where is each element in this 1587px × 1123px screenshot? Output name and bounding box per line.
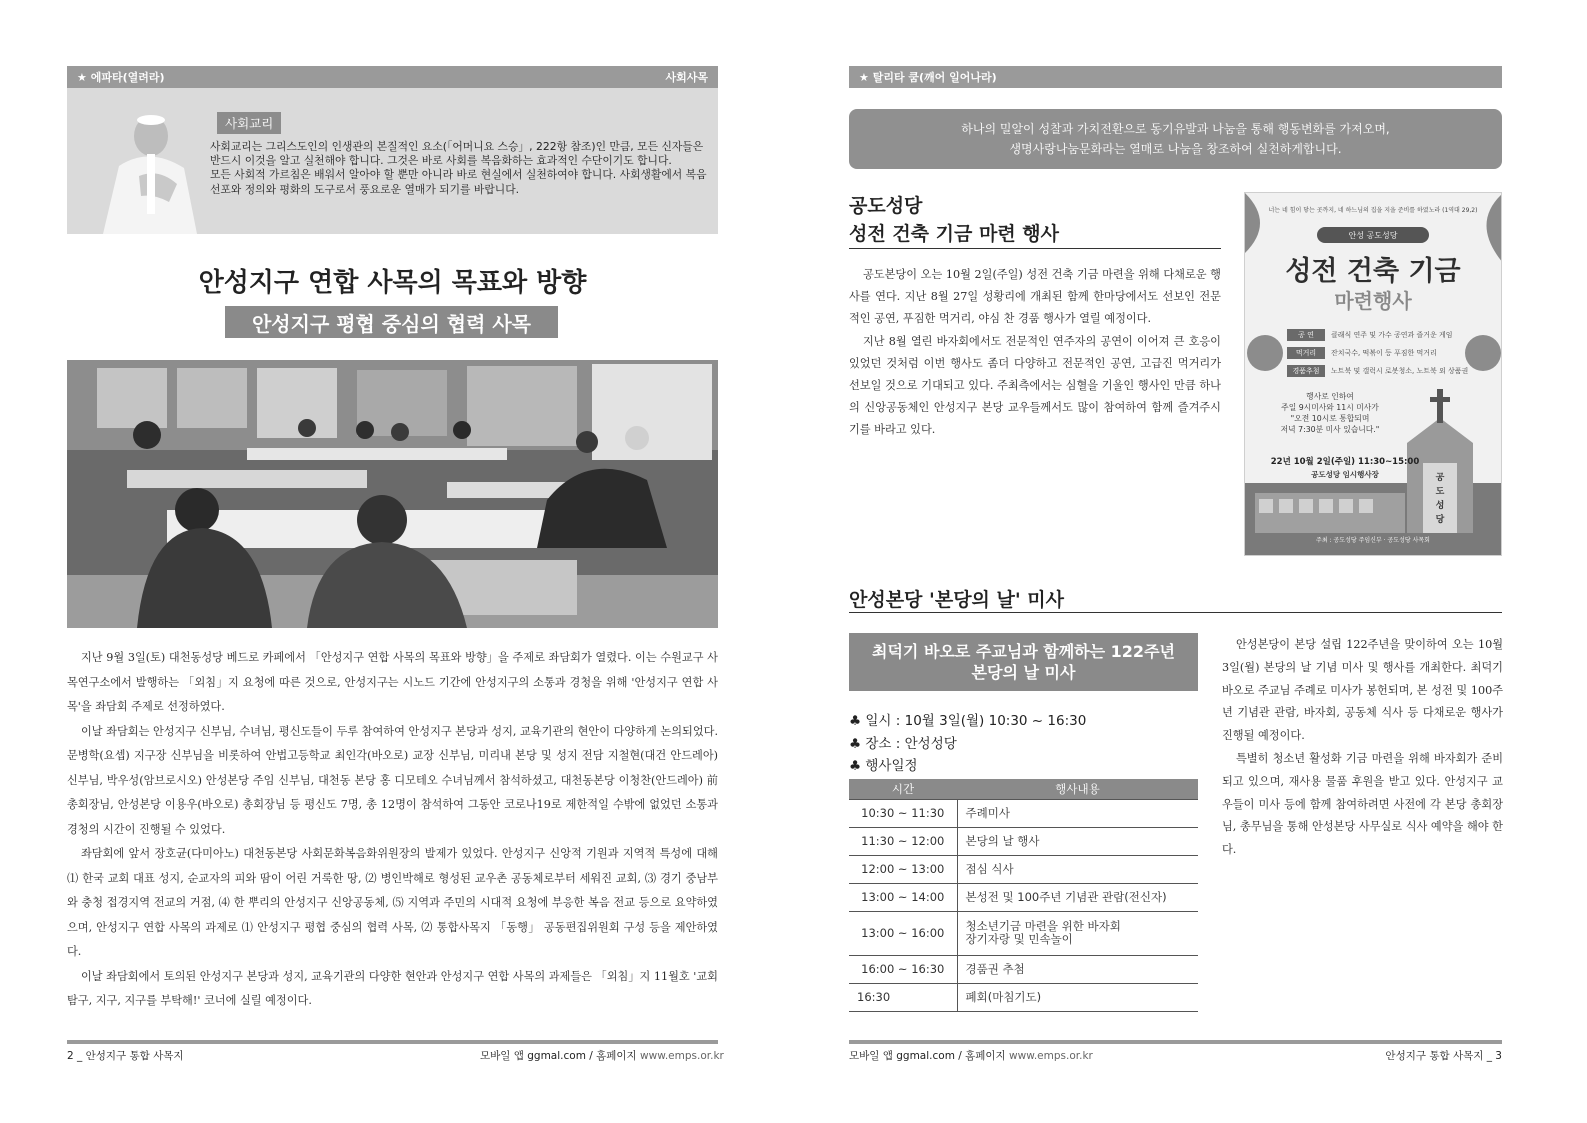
- poster-mass-line: 주일 9시미사와 11시 미사가: [1281, 403, 1379, 412]
- mission-line-1: 하나의 밀알이 성찰과 가치전환으로 동기유발과 나눔을 통해 행동변화를 가져오며,: [961, 122, 1390, 136]
- right-section-header: [849, 66, 1502, 88]
- social-doctrine-text: [210, 140, 710, 197]
- poster-event-date: 22년 10월 2일(주일) 11:30~15:00: [1270, 457, 1420, 467]
- table-row: [849, 799, 1198, 827]
- poster-organizer: 주최 : 공도성당 주임신부 · 공도성당 사목회: [1316, 537, 1430, 544]
- anseong-banner-line-1: 최덕기 바오로 주교님과 함께하는 122주년: [872, 642, 1175, 661]
- poster-program-row: [1287, 365, 1468, 377]
- right-section-name: ★ 탈리타 쿰(깨어 일어나라): [859, 71, 997, 84]
- left-section-category: 사회사목: [665, 71, 708, 84]
- social-doctrine-text-2: 모든 사회적 가르침은 배워서 알아야 할 뿐만 아니라 바로 현실에서 실천하여야 합니다. 사회생활에서 복음 선포와 정의와 평화의 도구로서 풍요로운 열매가 되기를 바랍니다.: [210, 168, 707, 196]
- left-section-name: ★ 에파타(열려라): [77, 71, 165, 84]
- anseong-article-title: 안성본당 '본당의 날' 미사: [849, 589, 1065, 611]
- schedule-header-row: [849, 779, 1198, 799]
- article-subtitle: 안성지구 평협 중심의 협력 사목: [225, 306, 558, 338]
- schedule-event: [957, 911, 1198, 955]
- schedule-time: 11:30 ~ 12:00: [849, 827, 957, 855]
- left-page-number: 2 _ 안성지구 통합 사목지: [67, 1050, 184, 1062]
- anseong-title-rule: [849, 612, 1502, 613]
- left-footer-contact: [480, 1048, 724, 1063]
- event-schedule-table: [849, 779, 1198, 1012]
- article-paragraph: 이날 좌담회는 안성지구 신부님, 수녀님, 평신도들이 두루 참여하여 안성지구 본당과 성지, 교육기관의 현안이 다양하게 논의되었다. 문병학(요셉) 지구장 신부님을 비롯하여 안법고등학교 최인각(바오로) 교장 신부님, 미리내 본당 및 성지 전담 지철현(대건 안드레아) 신부님, 박우성(암브로시오) 안성본당 주임 신부님, 대천동 본당 홍 디모테오 수녀님께서 참석하셨고, 대천동본당 이청찬(안드레아) 前총회장님, 안성본당 이용우(바오로) 총회장님 등 평신도 7명, 총 12명이 참석하여 그동안 코로나19로 제한적일 수밖에 없었던 소통과 경청의 시간이 진행될 수 있었다.: [67, 724, 718, 836]
- event-schedule-label: ♣ 행사일정: [849, 758, 918, 774]
- left-footer-app: 모바일 앱 ggmal.com / 홈페이지: [480, 1050, 641, 1062]
- gongdo-article-body: [849, 264, 1221, 442]
- article-body: [67, 646, 718, 1014]
- article-title: 안성지구 연합 사목의 목표와 방향: [198, 268, 587, 298]
- schedule-header-event: 행사내용: [957, 779, 1198, 799]
- poster-row-text: 잔치국수, 떡볶이 등 푸짐한 먹거리: [1331, 349, 1437, 357]
- schedule-event: 본성전 및 100주년 기념관 관람(전신자): [957, 883, 1198, 911]
- poster-parish-label: 안성 공도성당: [1317, 227, 1429, 243]
- schedule-event: 본당의 날 행사: [957, 827, 1198, 855]
- schedule-time: 13:00 ~ 16:00: [849, 911, 957, 955]
- poster-church-sign: [1433, 471, 1447, 527]
- poster-sign-char: 공: [1435, 473, 1445, 483]
- right-footer-url[interactable]: www.emps.or.kr: [1009, 1050, 1093, 1062]
- schedule-event: 폐회(마침기도): [957, 983, 1198, 1011]
- poster-mass-line: 저녁 7:30분 미사 있습니다.": [1280, 425, 1380, 434]
- table-row: [849, 827, 1198, 855]
- poster-mass-notice: [1255, 391, 1405, 435]
- gongdo-title-line-2: 성전 건축 기금 마련 행사: [849, 223, 1059, 245]
- table-row: [849, 911, 1198, 955]
- schedule-event: 주례미사: [957, 799, 1198, 827]
- poster-program-row: [1287, 329, 1453, 341]
- anseong-article-body: [1222, 634, 1503, 862]
- table-row: [849, 983, 1198, 1011]
- mission-line-2: 생명사랑나눔문화라는 열매로 나눔을 창조하여 실천하게합니다.: [1009, 142, 1342, 156]
- poster-row-tag: 먹거리: [1287, 347, 1325, 359]
- article-paragraph: 이날 좌담회에서 토의된 안성지구 본당과 성지, 교육기관의 다양한 현안과 안성지구 연합 사목의 과제들은 「외침」지 11월호 '교회탐구, 지구, 지구를 부탁해!' 코너에 실릴 예정이다.: [67, 969, 718, 1007]
- schedule-time: 13:00 ~ 14:00: [849, 883, 957, 911]
- mission-info-box: [849, 109, 1502, 169]
- anseong-banner-line-2: 본당의 날 미사: [971, 663, 1076, 682]
- gongdo-title-rule: [849, 248, 1221, 249]
- right-footer-rule: [849, 1040, 1502, 1044]
- left-footer-url[interactable]: www.emps.or.kr: [640, 1050, 724, 1062]
- anseong-mass-banner: [849, 633, 1198, 691]
- anseong-paragraph: 안성본당이 본당 설립 122주년을 맞이하여 오는 10월 3일(월) 본당의 날 기념 미사 및 행사를 개최한다. 최덕기 바오로 주교님 주례로 미사가 봉헌되며, 본 성전 및 100주년 기념관 관람, 바자회, 공동체 식사 등 다채로운 행사가 진행될 예정이다.: [1222, 638, 1503, 743]
- fundraising-poster: [1244, 192, 1502, 556]
- gongdo-title-line-1: 공도성당: [849, 195, 923, 217]
- social-doctrine-tag: 사회교리: [217, 112, 281, 134]
- event-location: ♣ 장소 : 안성성당: [849, 735, 957, 752]
- anseong-event-info: [849, 710, 1086, 778]
- poster-sign-char: 당: [1435, 515, 1445, 525]
- pope-praying-image: [89, 106, 199, 234]
- schedule-event-line: 청소년기금 마련을 위한 바자회: [965, 919, 1121, 933]
- right-page-number: 안성지구 통합 사목지 _ 3: [1385, 1050, 1502, 1062]
- table-row: [849, 955, 1198, 983]
- meeting-photo: [67, 360, 718, 628]
- social-doctrine-text-1: 사회교리는 그리스도인의 인생관의 본질적인 요소(「어머니요 스승」, 222항 참조)인 만큼, 모든 신자들은 반드시 이것을 알고 실천해야 합니다. 그것은 바로 사회를 복음화하는 효과적인 수단이기도 합니다.: [210, 140, 704, 168]
- poster-mass-line: 행사로 인하여: [1306, 392, 1354, 401]
- poster-mass-line: "오전 10시로 통합되며: [1290, 414, 1370, 423]
- poster-row-tag: 공 연: [1287, 329, 1325, 341]
- meeting-photo-illustration: [67, 360, 718, 628]
- poster-row-text: 클래식 연주 및 가수 공연과 즐거운 게임: [1331, 331, 1453, 339]
- poster-row-tag: 경품추첨: [1287, 365, 1325, 377]
- gongdo-paragraph: 공도본당이 오는 10월 2일(주일) 성전 건축 기금 마련을 위해 다채로운 행사를 연다. 지난 8월 27일 성황리에 개최된 함께 한마당에서도 선보인 전문적인 공연, 푸짐한 먹거리, 야심 찬 경품 행사가 열릴 예정이다.: [849, 268, 1221, 326]
- poster-subtitle: 마련행사: [1334, 289, 1412, 313]
- poster-sign-char: 성: [1435, 501, 1445, 511]
- table-row: [849, 883, 1198, 911]
- poster-sign-char: 도: [1435, 487, 1445, 497]
- right-footer-app: 모바일 앱 ggmal.com / 홈페이지: [849, 1050, 1010, 1062]
- schedule-event-line: 장기자랑 및 민속놀이: [965, 932, 1073, 946]
- schedule-time: 12:00 ~ 13:00: [849, 855, 957, 883]
- article-paragraph: 지난 9월 3일(토) 대천동성당 베드로 카페에서 「안성지구 연합 사목의 목표와 방향」을 주제로 좌담회가 열렸다. 이는 수원교구 사목연구소에서 발행하는 「외침」지 요청에 따른 것으로, 안성지구는 시노드 기간에 안성지구의 소통과 경청을 위해 '안성지구 연합 사목'을 좌담회 주제로 선정하였다.: [67, 651, 718, 713]
- left-footer-rule: [67, 1040, 718, 1044]
- schedule-time: 16:30: [849, 983, 957, 1011]
- schedule-header-time: 시간: [849, 779, 957, 799]
- anseong-paragraph: 특별히 청소년 활성화 기금 마련을 위해 바자회가 준비되고 있으며, 재사용 물품 후원을 받고 있다. 안성지구 교우들이 미사 등에 함께 참여하려면 사전에 각 본당 총회장님, 총무님을 통해 안성본당 사무실로 식사 예약을 해야 한다.: [1222, 751, 1503, 857]
- schedule-time: 16:00 ~ 16:30: [849, 955, 957, 983]
- poster-program-row: [1287, 347, 1437, 359]
- table-row: [849, 855, 1198, 883]
- poster-event-place: 공도성당 임시행사장: [1311, 470, 1379, 479]
- schedule-time: 10:30 ~ 11:30: [849, 799, 957, 827]
- left-section-header: [67, 66, 718, 88]
- schedule-event: 점심 식사: [957, 855, 1198, 883]
- right-footer-contact: [849, 1048, 1093, 1063]
- poster-scripture: 너는 네 힘이 닿는 곳까지, 네 하느님의 집을 지을 준비를 하였노라 (1역대 29,2): [1268, 207, 1478, 214]
- gongdo-article-title: [849, 192, 1059, 248]
- schedule-event: 경품권 추첨: [957, 955, 1198, 983]
- poster-row-text: 노트북 및 갤럭시 로봇청소, 노트북 외 상품권: [1331, 367, 1469, 375]
- social-doctrine-banner: [67, 88, 718, 234]
- gongdo-paragraph: 지난 8월 열린 바자회에서도 전문적인 연주자의 공연이 이어져 큰 호응이 있었던 것처럼 이번 행사도 좀더 다양하고 전문적인 공연, 고급진 먹거리가 선보일 것으로 기대되고 있다. 주최측에서는 심혈을 기울인 행사인 만큼 하나의 신앙공동체인 안성지구 본당 교우들께서도 많이 참여하여 함께 즐겨주시기를 바라고 있다.: [849, 334, 1221, 437]
- event-datetime: ♣ 일시 : 10월 3일(월) 10:30 ~ 16:30: [849, 713, 1087, 729]
- poster-title: 성전 건축 기금: [1285, 256, 1461, 287]
- article-paragraph: 좌담회에 앞서 장호균(다미아노) 대천동본당 사회문화복음화위원장의 발제가 있었다. 안성지구 신앙적 기원과 지역적 특성에 대해 ⑴ 한국 교회 대표 성지, 순교자의 피와 땀이 어린 거룩한 땅, ⑵ 병인박해로 형성된 교우촌 공동체로부터 세워진 교회, ⑶ 경기 중남부와 충청 접경지역 전교의 거점, ⑷ 한 뿌리의 안성지구 신앙공동체, ⑸ 지역과 주민의 시대적 요청에 부응한 복음 전교 등으로 요약하였으며, 안성지구 연합 사목의 과제로 ⑴ 안성지구 평협 중심의 협력 사목, ⑵ 통합사목지 「동행」 공동편집위원회 구성 등을 제안하였다.: [67, 847, 718, 958]
